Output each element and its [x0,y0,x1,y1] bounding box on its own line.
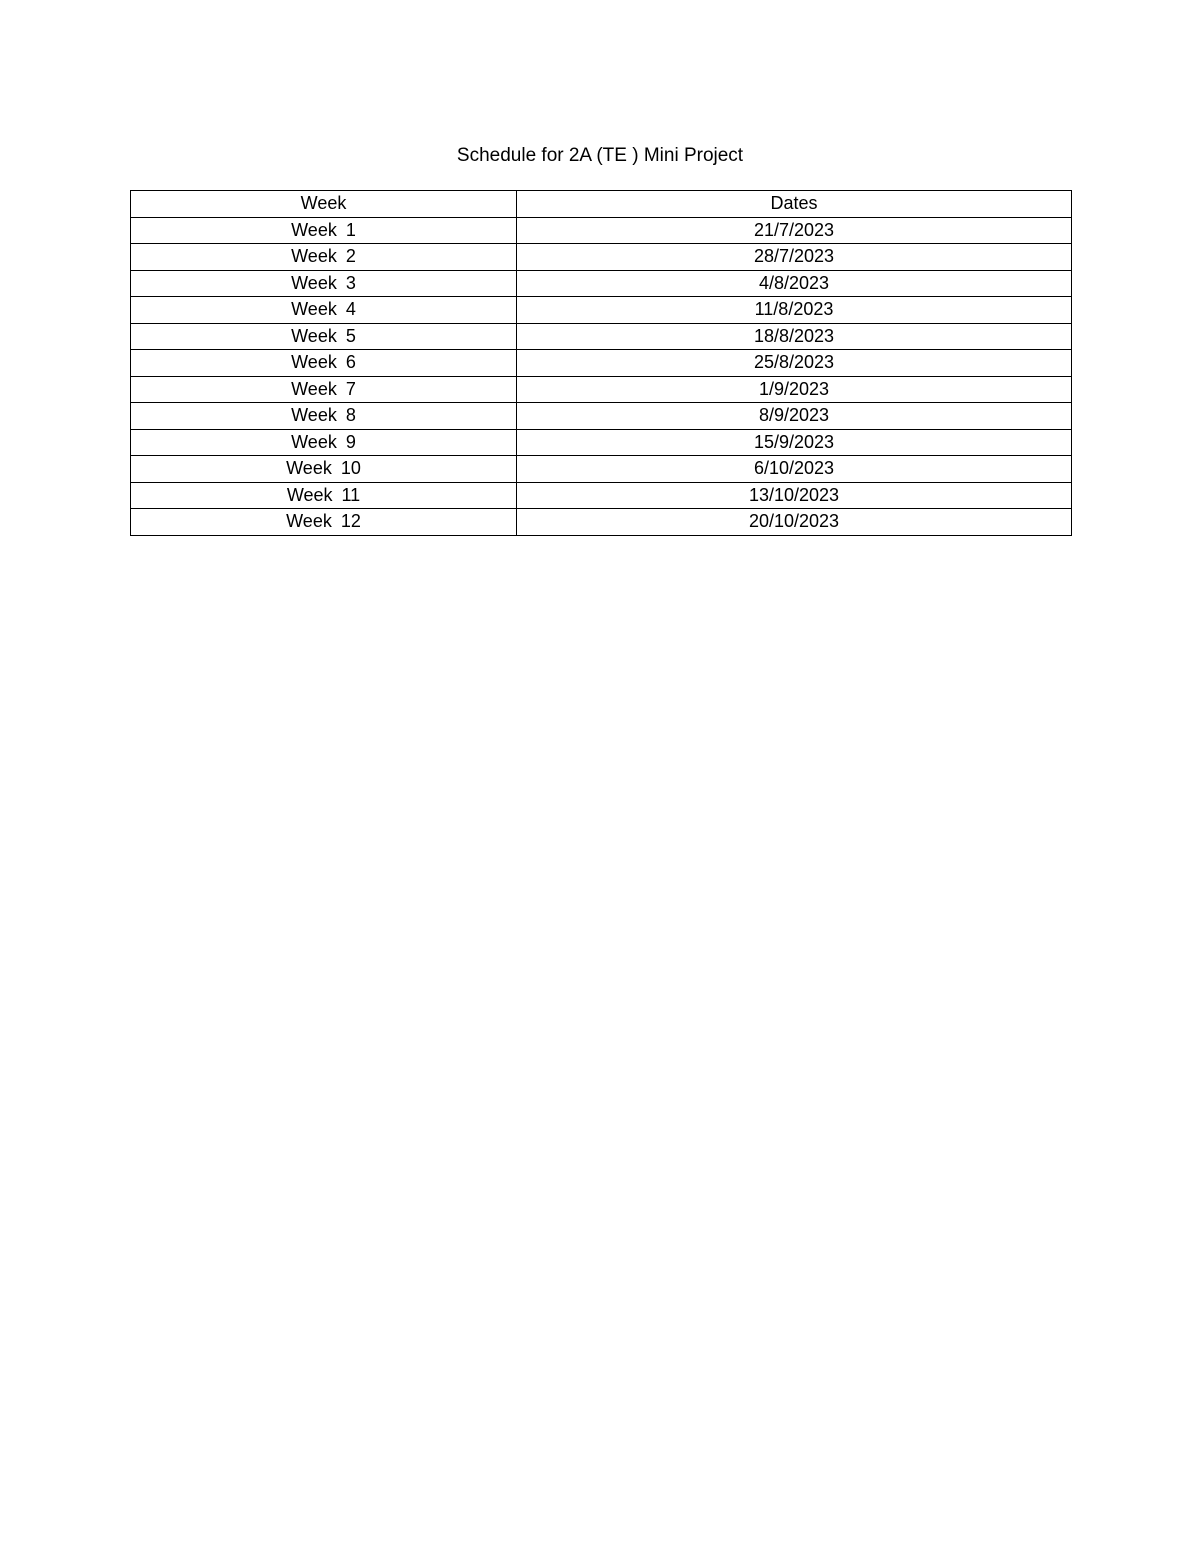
date-cell: 4/8/2023 [517,270,1072,297]
date-cell: 13/10/2023 [517,482,1072,509]
table-row [131,482,1072,509]
table-row [131,456,1072,483]
week-cell: Week 4 [131,297,517,324]
week-cell: Week 8 [131,403,517,430]
table-row [131,509,1072,536]
date-cell: 21/7/2023 [517,217,1072,244]
page-title: Schedule for 2A (TE ) Mini Project [456,145,744,166]
table-row [131,376,1072,403]
table-row [131,403,1072,430]
table-row [131,323,1072,350]
column-header-week: Week [131,191,517,218]
week-cell: Week 1 [131,217,517,244]
week-cell: Week 9 [131,429,517,456]
table-header-row [131,191,1072,218]
week-cell: Week 5 [131,323,517,350]
date-cell: 20/10/2023 [517,509,1072,536]
date-cell: 18/8/2023 [517,323,1072,350]
week-cell: Week 2 [131,244,517,271]
week-cell: Week 12 [131,509,517,536]
date-cell: 25/8/2023 [517,350,1072,377]
date-cell: 11/8/2023 [517,297,1072,324]
date-cell: 6/10/2023 [517,456,1072,483]
schedule-table [130,190,1072,536]
week-cell: Week 11 [131,482,517,509]
table-row [131,270,1072,297]
table-row [131,217,1072,244]
table-row [131,350,1072,377]
table-row [131,429,1072,456]
week-cell: Week 6 [131,350,517,377]
week-cell: Week 3 [131,270,517,297]
column-header-dates: Dates [517,191,1072,218]
table-row [131,297,1072,324]
week-cell: Week 7 [131,376,517,403]
table-row [131,244,1072,271]
date-cell: 8/9/2023 [517,403,1072,430]
date-cell: 1/9/2023 [517,376,1072,403]
date-cell: 15/9/2023 [517,429,1072,456]
week-cell: Week 10 [131,456,517,483]
date-cell: 28/7/2023 [517,244,1072,271]
